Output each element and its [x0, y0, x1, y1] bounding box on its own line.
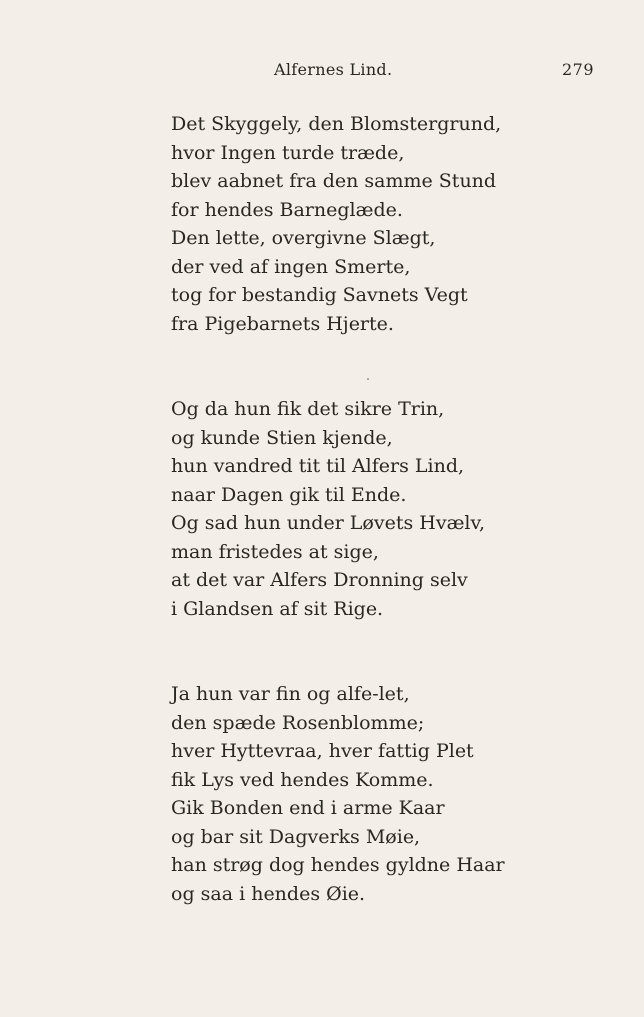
poem-line: hvor Ingen turde træde, — [171, 141, 405, 164]
poem-line: Og sad hun under Løvets Hvælv, — [171, 512, 486, 534]
poem-line: han strøg dog hendes gyldne Haar — [171, 854, 505, 876]
running-header-title: Alfernes Lind. — [274, 60, 393, 79]
poem-line: fra Pigebarnets Hjerte. — [171, 312, 394, 335]
poem-line: blev aabnet fra den samme Stund — [171, 170, 497, 192]
poem-line: Og da hun fik det sikre Trin, — [171, 398, 445, 420]
stanza-1 — [171, 110, 571, 338]
page-number: 279 — [562, 60, 595, 79]
poem-line: for hendes Barneglæde. — [171, 198, 403, 221]
poem-line: fik Lys ved hendes Komme. — [171, 768, 434, 791]
poem-line: at det var Alfers Dronning selv — [171, 569, 468, 591]
poem-line: hver Hyttevraa, hver fattig Plet — [171, 740, 474, 762]
poem-line: Den lette, overgivne Slægt, — [171, 227, 436, 249]
poem-line: naar Dagen gik til Ende. — [171, 483, 407, 506]
poem-line: og kunde Stien kjende, — [171, 426, 393, 449]
stanza-2 — [171, 395, 571, 623]
poem-line: man fristedes at sige, — [171, 540, 379, 563]
stanza-3 — [171, 680, 571, 908]
poem-line: der ved af ingen Smerte, — [171, 255, 411, 278]
poem-line: i Glandsen af sit Rige. — [171, 597, 384, 620]
poem-line: og bar sit Dagverks Møie, — [171, 825, 421, 848]
poem-line: Gik Bonden end i arme Kaar — [171, 797, 445, 819]
poem-line: den spæde Rosenblomme; — [171, 711, 425, 734]
paper-speck — [367, 378, 369, 380]
poem-line: Det Skyggely, den Blomstergrund, — [171, 113, 502, 135]
poem-line: og saa i hendes Øie. — [171, 882, 366, 905]
poem-line: hun vandred tit til Alfers Lind, — [171, 455, 465, 477]
poem-line: Ja hun var fin og alfe-let, — [171, 683, 410, 705]
poem-line: tog for bestandig Savnets Vegt — [171, 284, 468, 306]
